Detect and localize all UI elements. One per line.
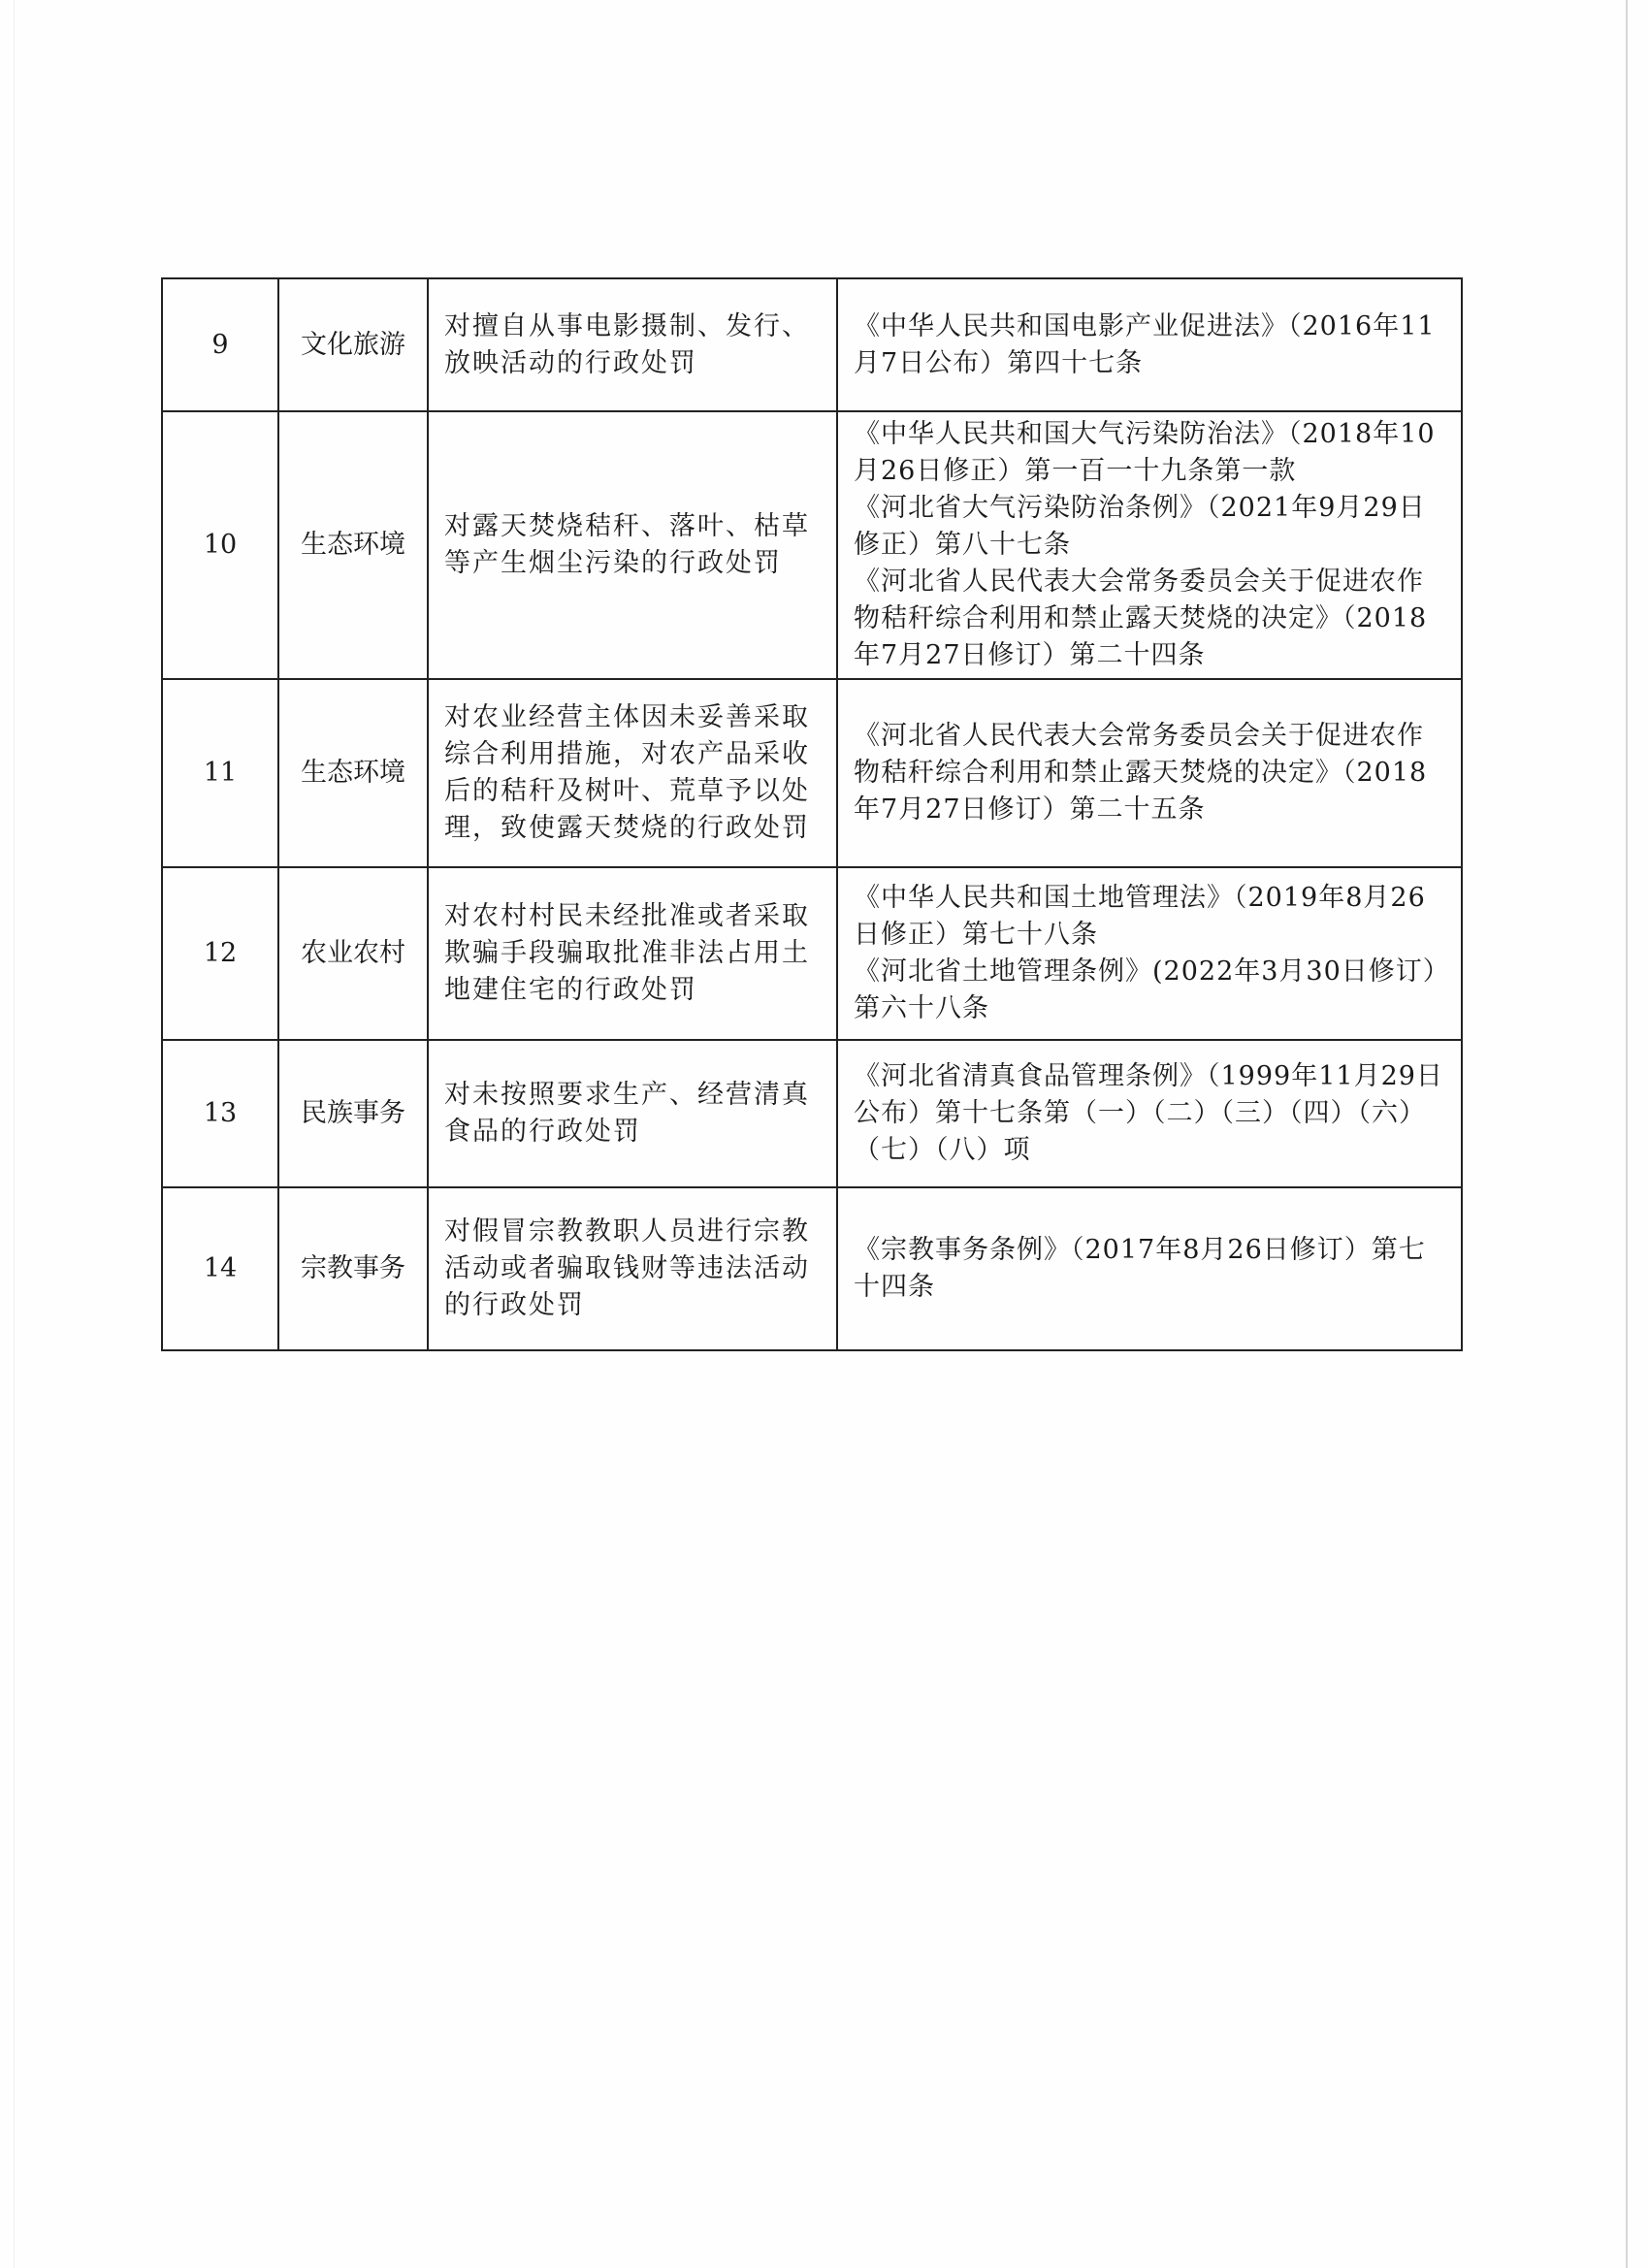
item-cell: 对露天焚烧秸秆、落叶、枯草等产生烟尘污染的行政处罚 [428,411,837,679]
basis-line: 《河北省大气污染防治条例》（2021年9月29日修正）第八十七条 [854,493,1426,560]
scan-edge-left [14,0,15,2268]
item-cell: 对未按照要求生产、经营清真食品的行政处罚 [428,1040,837,1187]
table-row [162,1187,1462,1350]
field-cell: 民族事务 [278,1040,428,1187]
basis-line: 《河北省土地管理条例》(2022年3月30日修订）第六十八条 [854,956,1438,1023]
field-cell: 农业农村 [278,867,428,1040]
row-number: 10 [162,411,278,679]
scan-edge-right [1626,0,1628,2268]
row-number: 14 [162,1187,278,1350]
item-cell: 对假冒宗教教职人员进行宗教活动或者骗取钱财等违法活动的行政处罚 [428,1187,837,1350]
table-row [162,278,1462,411]
field-cell: 宗教事务 [278,1187,428,1350]
item-cell: 对农业经营主体因未妥善采取综合利用措施，对农产品采收后的秸秆及树叶、荒草予以处理，致使露天焚烧的行政处罚 [428,679,837,867]
field-cell: 生态环境 [278,411,428,679]
row-number: 9 [162,278,278,411]
table-row [162,867,1462,1040]
table-row [162,679,1462,867]
table-row [162,411,1462,679]
basis-line: 《中华人民共和国电影产业促进法》（2016年11月7日公布）第四十七条 [854,310,1436,378]
item-cell: 对擅自从事电影摄制、发行、放映活动的行政处罚 [428,278,837,411]
basis-cell [837,1187,1462,1350]
basis-line: 《河北省清真食品管理条例》（1999年11月29日公布）第十七条第（一）（二）（三）（四）（六）（七）（八）项 [854,1061,1443,1165]
basis-cell [837,679,1462,867]
basis-line: 《中华人民共和国大气污染防治法》（2018年10月26日修正）第一百一十九条第一款 [854,419,1436,486]
basis-line: 《中华人民共和国土地管理法》（2019年8月26日修正）第七十八条 [854,883,1426,950]
field-cell: 文化旅游 [278,278,428,411]
table-row [162,1040,1462,1187]
basis-cell [837,1040,1462,1187]
row-number: 11 [162,679,278,867]
basis-cell [837,867,1462,1040]
item-cell: 对农村村民未经批准或者采取欺骗手段骗取批准非法占用土地建住宅的行政处罚 [428,867,837,1040]
row-number: 13 [162,1040,278,1187]
basis-cell [837,411,1462,679]
basis-line: 《河北省人民代表大会常务委员会关于促进农作物秸秆综合利用和禁止露天焚烧的决定》（2018年7月27日修订）第二十四条 [854,567,1428,670]
basis-line: 《宗教事务条例》（2017年8月26日修订）第七十四条 [854,1235,1426,1302]
field-cell: 生态环境 [278,679,428,867]
penalty-items-table [161,277,1463,1351]
row-number: 12 [162,867,278,1040]
basis-line: 《河北省人民代表大会常务委员会关于促进农作物秸秆综合利用和禁止露天焚烧的决定》（2018年7月27日修订）第二十五条 [854,721,1428,825]
basis-cell [837,278,1462,411]
